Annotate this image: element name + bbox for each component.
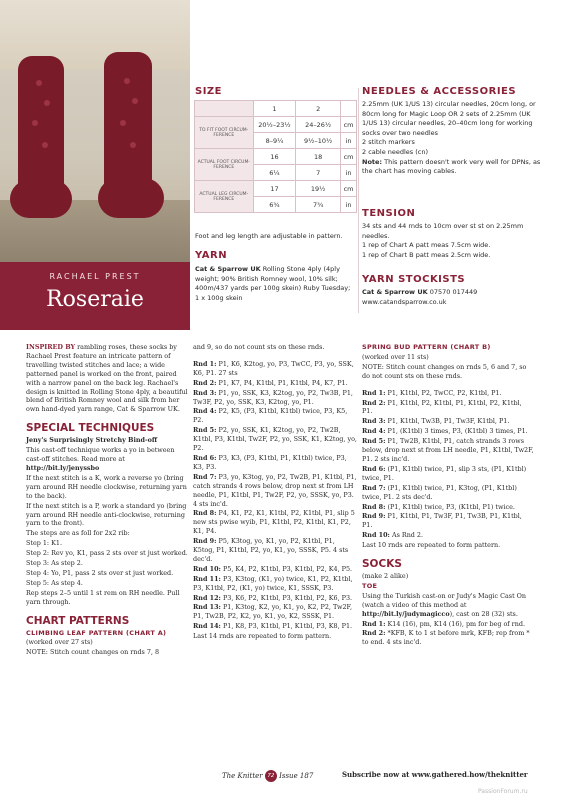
left-sock-foot xyxy=(10,180,72,218)
round-instruction xyxy=(193,426,357,453)
text-line: Step 5: As step 4. xyxy=(26,578,83,587)
toe-link[interactable]: http://bit.ly/judymagicco xyxy=(362,609,450,618)
round-instruction xyxy=(362,629,534,647)
size-row xyxy=(195,117,357,133)
technique-intro xyxy=(26,446,190,473)
lace-detail xyxy=(130,142,136,148)
needles-heading: NEEDLES & ACCESSORIES xyxy=(362,86,517,97)
chart-a-repeat: Last 14 rnds are repeated to form pattern. xyxy=(193,632,332,641)
page-number: 72 xyxy=(265,770,277,782)
toe-text-2: ), cast on 28 (32) sts. xyxy=(449,609,518,618)
toe-instructions xyxy=(362,592,534,619)
round-instruction xyxy=(362,399,534,417)
intro-paragraph xyxy=(26,343,190,414)
size-value-1: 8–9¼ xyxy=(253,133,296,149)
round-instruction xyxy=(193,379,357,388)
round-text: P4, K1, P2, K1, K1tbl, P2, K1tbl, P1, slip 5 new sts pwise wyib, P1, K1tbl, P2, K1tbl, K1, P2, K1, P4. xyxy=(193,509,355,536)
column-divider xyxy=(358,88,359,313)
round-instruction xyxy=(362,417,534,426)
tension-line: 1 rep of Chart B patt meas 2.5cm wide. xyxy=(362,250,491,259)
round-text: P1, K3tog, K2, yo, K1, yo, K2, P2, Tw2F, P1, Tw2B, P2, K2, yo, K1, yo, K2, SSSK, P1. xyxy=(193,603,353,621)
text-line: If the next stitch is a P, work a standard yo (bring yarn around RH needle anti-clockwise, returning yarn to the front). xyxy=(26,501,187,528)
round-label: Rnd 3: xyxy=(193,388,217,397)
column-2 xyxy=(193,343,357,642)
size-value-1: 6¼ xyxy=(253,165,296,181)
round-text: P2, K5, (P3, K1tbl, K1tbl) twice, P3, K5, P2. xyxy=(193,407,348,425)
tension-heading: TENSION xyxy=(362,208,416,219)
needles-line: 2 stitch markers xyxy=(362,138,415,147)
round-instruction xyxy=(193,594,357,603)
size-unit: cm xyxy=(341,117,357,133)
designer-name: RACHAEL PREST xyxy=(49,272,141,281)
lace-detail xyxy=(124,78,130,84)
right-sock-foot xyxy=(98,178,164,218)
size-value-2: 19½ xyxy=(296,181,341,197)
round-text: P1, K1tbl, P2, TwCC, P2, K1tbl, P1. xyxy=(387,388,502,397)
technique-subheading: Jeny's Surprisingly Stretchy Bind-off xyxy=(26,436,158,445)
round-instruction xyxy=(193,473,357,509)
magazine-name: The Knitter xyxy=(222,772,263,780)
text-line: (worked over 11 sts) xyxy=(362,352,429,361)
round-instruction xyxy=(193,407,357,425)
round-instruction xyxy=(362,465,534,483)
round-label: Rnd 6: xyxy=(362,464,386,473)
round-instruction xyxy=(362,531,534,540)
lace-detail xyxy=(44,100,50,106)
lace-detail xyxy=(32,120,38,126)
yarn-heading: YARN xyxy=(195,250,228,261)
text-line: Step 2: Rev yo, K1, pass 2 sts over st just worked. xyxy=(26,549,188,558)
size-value-1: 6¾ xyxy=(253,197,296,213)
round-text: P5, K4, P2, K1tbl, P3, K1tbl, P2, K4, P5. xyxy=(222,564,353,573)
pattern-title: Roseraie xyxy=(46,287,144,312)
size-row xyxy=(195,101,357,117)
round-text: P1, (K1tbl) 3 times, P3, (K1tbl) 3 times, P1. xyxy=(387,427,528,436)
round-text: P1, K1tbl, P1, Tw3F, P1, Tw3B, P1, K1tbl, P1. xyxy=(362,512,522,530)
round-label: Rnd 3: xyxy=(362,417,386,426)
text-line: If the next stitch is a K, work a reverse yo (bring yarn around RH needle clockwise, returning yarn to the back). xyxy=(26,473,187,500)
round-instruction xyxy=(362,620,534,629)
round-label: Rnd 1: xyxy=(193,359,217,368)
size-unit: in xyxy=(341,133,357,149)
round-text: (P1, K1tbl) twice, P1, slip 3 sts, (P1, K1tbl) twice, P1. xyxy=(362,464,527,482)
round-text: As Rnd 2. xyxy=(391,531,424,540)
chart-b-repeat: Last 10 rnds are repeated to form pattern. xyxy=(362,541,501,550)
stockists-details xyxy=(362,288,542,307)
stockist-phone: 07570 017449 xyxy=(429,288,478,296)
note-label: Note: xyxy=(362,157,383,166)
yarn-brand: Cat & Sparrow UK xyxy=(195,265,261,273)
round-text: P2, yo, SSK, K1, K2tog, yo, P2, Tw2B, K1tbl, P3, K1tbl, Tw2F, P2, yo, SSK, K1, K2tog, yo, P2. xyxy=(193,426,357,453)
size-value-2: 24–26½ xyxy=(296,117,341,133)
round-text: P3, yo, K3tog, yo, P2, Tw2B, P1, K1tbl, P1, catch strands 4 rows below, drop next st from LH needle, P1, K1tbl, P1, Tw2F, P2, yo, SSSK, yo, P3. 4 sts inc'd. xyxy=(193,472,357,508)
size-row-label: ACTUAL FOOT CIRCUM-FERENCE xyxy=(195,149,254,181)
subscribe-line[interactable]: Subscribe now at www.gathered.how/theknitter xyxy=(342,770,528,779)
text-line: (worked over 27 sts) xyxy=(26,638,93,647)
chart-b-notes xyxy=(362,353,534,381)
page-footer xyxy=(0,770,566,784)
chart-a-continued: and 9, so do not count sts on these rnds. xyxy=(193,343,325,351)
round-label: Rnd 8: xyxy=(193,509,217,518)
round-instruction xyxy=(193,622,357,631)
text-line: NOTE: Stitch count changes on rnds 5, 6 and 7, so do not count sts on these rnds. xyxy=(362,362,527,380)
special-techniques-heading: SPECIAL TECHNIQUES xyxy=(26,422,155,435)
round-instruction xyxy=(193,509,357,536)
needles-line: 2.25mm (UK 1/US 13) circular needles, 20cm long, or 80cm long for Magic Loop OR 2 sets of 2.25mm (UK 1/US 13) circular needles, 20–40cm long for working socks over two needles xyxy=(362,100,536,137)
yarn-description: Rolling Stone 4ply (4ply weight; 90% British Romney wool, 10% silk; 400m/437 yards per 100g skein) Ruby Tuesday; 1 x 100g skein xyxy=(195,265,351,302)
text-line: Step 4: Yo, P1, pass 2 sts over st just worked. xyxy=(26,568,174,577)
round-text: (P1, K1tbl) twice, P3, (K1tbl, P1) twice. xyxy=(387,502,515,511)
round-text: P3, K6, P2, K1tbl, P3, K1tbl, P2, K6, P3. xyxy=(222,593,353,602)
round-instruction xyxy=(193,565,357,574)
toe-rounds xyxy=(362,620,534,648)
chart-a-notes xyxy=(26,638,190,657)
lace-detail xyxy=(120,120,126,126)
round-text: P1, yo, SSK, K3, K2tog, yo, P2, Tw3B, P1, Tw3F, P2, yo, SSK, K3, K2tog, yo, P1. xyxy=(193,388,353,406)
round-text: P1, K1tbl, Tw3B, P1, Tw3F, K1tbl, P1. xyxy=(387,417,510,426)
intro-lead: INSPIRED BY xyxy=(26,343,76,351)
size-value-2: 7¾ xyxy=(296,197,341,213)
round-instruction xyxy=(362,427,534,436)
stockist-line xyxy=(362,288,542,298)
size-unit xyxy=(341,101,357,117)
round-instruction xyxy=(362,437,534,464)
round-label: Rnd 5: xyxy=(193,426,217,435)
round-label: Rnd 11: xyxy=(193,574,221,583)
column-1 xyxy=(26,343,190,658)
round-instruction xyxy=(362,503,534,512)
lace-detail xyxy=(132,98,138,104)
size-value-2: 18 xyxy=(296,149,341,165)
round-label: Rnd 2: xyxy=(362,398,386,407)
size-heading: SIZE xyxy=(195,86,223,97)
round-label: Rnd 4: xyxy=(193,407,217,416)
technique-steps xyxy=(26,474,190,607)
needles-note xyxy=(362,158,542,177)
size-unit: cm xyxy=(341,149,357,165)
chart-a-heading: CLIMBING LEAF PATTERN (CHART A) xyxy=(26,628,167,637)
note-text: This pattern doesn't work very well for DPNs, as the chart has moving cables. xyxy=(362,157,541,176)
socks-photo xyxy=(0,0,190,262)
size-row-label: TO FIT FOOT CIRCUM-FERENCE xyxy=(195,117,254,149)
column-3 xyxy=(362,343,534,648)
chart-a-rounds xyxy=(193,360,357,631)
round-text: K14 (16), pm, K14 (16), pm for beg of rnd. xyxy=(387,619,525,628)
round-instruction xyxy=(362,389,534,398)
round-label: Rnd 9: xyxy=(193,537,217,546)
round-instruction xyxy=(193,575,357,593)
size-note: Foot and leg length are adjustable in pattern. xyxy=(195,232,343,240)
size-row xyxy=(195,149,357,165)
size-value-2: 2 xyxy=(296,101,341,117)
round-label: Rnd 14: xyxy=(193,622,221,631)
stockists-heading: YARN STOCKISTS xyxy=(362,274,466,285)
round-text: P1, K1tbl, P2, K1tbl, P1, K1tbl, P2, K1tbl, P1. xyxy=(362,398,522,416)
tension-details xyxy=(362,222,542,260)
size-row-label xyxy=(195,101,254,117)
text-line: Step 3: As step 2. xyxy=(26,559,83,568)
round-label: Rnd 4: xyxy=(362,427,386,436)
tension-line: 1 rep of Chart A patt meas 7.5cm wide. xyxy=(362,241,491,250)
round-text: P5, K3tog, yo, K1, yo, P2, K1tbl, P1, K5tog, P1, K1tbl, P2, yo, K1, yo, SSSK, P5. 4 sts dec'd. xyxy=(193,537,349,563)
round-text: P1, K6, K2tog, yo, P3, TwCC, P3, yo, SSK, K6, P1. 27 sts xyxy=(193,359,354,377)
size-value-1: 16 xyxy=(253,149,296,165)
size-unit: in xyxy=(341,165,357,181)
intro-text: rambling roses, these socks by Rachael Prest feature an intricate pattern of travelling twisted stitches and lace; a wide patterned panel is worked on the front, paired with a narrow panel on the back leg. Rachael's design is knitted in Rolling Stone 4ply, a beautiful blend of British Romney wool and silk from her own hand-dyed yarn range, Cat & Sparrow UK. xyxy=(26,343,188,414)
size-unit: cm xyxy=(341,181,357,197)
round-label: Rnd 5: xyxy=(362,437,386,446)
round-instruction xyxy=(193,360,357,378)
round-instruction xyxy=(362,484,534,502)
size-value-2: 7 xyxy=(296,165,341,181)
round-instruction xyxy=(193,537,357,564)
socks-heading: SOCKS xyxy=(362,558,402,571)
size-value-1: 17 xyxy=(253,181,296,197)
round-instruction xyxy=(193,603,357,621)
round-instruction xyxy=(193,454,357,472)
socks-make: (make 2 alike) xyxy=(362,572,409,581)
size-row-label: ACTUAL LEG CIRCUM-FERENCE xyxy=(195,181,254,213)
size-value-1: 1 xyxy=(253,101,296,117)
round-label: Rnd 7: xyxy=(193,472,217,481)
round-label: Rnd 10: xyxy=(193,564,221,573)
toe-heading: TOE xyxy=(362,581,378,590)
chart-patterns-heading: CHART PATTERNS xyxy=(26,614,130,627)
round-text: P3, K3tog, (K1, yo) twice, K1, P2, K1tbl, P3, K1tbl, P2, (K1, yo) twice, K1, SSSK, P3. xyxy=(193,574,353,592)
size-row xyxy=(195,181,357,197)
toe-text: Using the Turkish cast-on or Judy's Magic Cast On (watch a video of this method at xyxy=(362,591,527,609)
technique-link[interactable]: http://bit.ly/jenyssbo xyxy=(26,463,100,472)
text-line: The steps are as foll for 2x2 rib: xyxy=(26,529,130,538)
needles-line: 2 cable needles (cn) xyxy=(362,147,429,156)
header-section xyxy=(0,0,566,330)
technique-text: This cast-off technique works a yo in between cast-off stitches. Read more at xyxy=(26,446,175,464)
tension-line: 34 sts and 44 rnds to 10cm over st st on 2.25mm needles. xyxy=(362,222,524,240)
round-label: Rnd 6: xyxy=(193,453,217,462)
watermark: PassionForum.ru xyxy=(478,788,528,795)
size-table xyxy=(194,100,357,213)
round-text: (P1, K1tbl) twice, P1, K3tog, (P1, K1tbl) twice, P1. 2 sts dec'd. xyxy=(362,483,517,501)
round-label: Rnd 7: xyxy=(362,483,386,492)
yarn-details xyxy=(195,265,355,303)
round-text: P1, Tw2B, K1tbl, P1, catch strands 3 rows below, drop next st from LH needle, P1, K1tbl, Tw2F, P1. 2 sts inc'd. xyxy=(362,437,534,463)
round-label: Rnd 1: xyxy=(362,619,386,628)
round-text: P3, K3, (P3, K1tbl, P1, K1tbl) twice, P3, K3, P3. xyxy=(193,453,347,471)
text-line: Step 1: K1. xyxy=(26,539,62,548)
round-label: Rnd 2: xyxy=(193,378,217,387)
issue-number: Issue 187 xyxy=(279,772,314,780)
round-label: Rnd 8: xyxy=(362,502,386,511)
round-label: Rnd 9: xyxy=(362,512,386,521)
size-value-1: 20½–23½ xyxy=(253,117,296,133)
size-unit: in xyxy=(341,197,357,213)
chart-b-rounds xyxy=(362,389,534,541)
lace-detail xyxy=(42,142,48,148)
lace-detail xyxy=(36,80,42,86)
chart-b-heading: SPRING BUD PATTERN (CHART B) xyxy=(362,343,491,351)
round-label: Rnd 1: xyxy=(362,388,386,397)
round-label: Rnd 2: xyxy=(362,629,386,638)
text-line: Rep steps 2–5 until 1 st rem on RH needle. Pull yarn through. xyxy=(26,588,180,606)
round-text: P1, K7, P4, K1tbl, P1, K1tbl, P4, K7, P1. xyxy=(218,378,348,387)
round-label: Rnd 12: xyxy=(193,593,221,602)
footer-magazine xyxy=(222,770,313,782)
stockist-brand: Cat & Sparrow UK xyxy=(362,288,428,296)
round-instruction xyxy=(362,512,534,530)
text-line: NOTE: Stitch count changes on rnds 7, 8 xyxy=(26,648,160,657)
round-label: Rnd 13: xyxy=(193,603,221,612)
needles-details xyxy=(362,100,542,177)
round-text: P1, K8, P3, K1tbl, P1, K1tbl, P3, K8, P1. xyxy=(222,622,353,631)
round-instruction xyxy=(193,389,357,407)
round-label: Rnd 10: xyxy=(362,531,390,540)
round-text: *KFB, K to 1 st before mrk, KFB; rep from * to end. 4 sts inc'd. xyxy=(362,629,530,647)
stockist-url[interactable]: www.catandsparrow.co.uk xyxy=(362,297,447,306)
size-value-2: 9½–10½ xyxy=(296,133,341,149)
